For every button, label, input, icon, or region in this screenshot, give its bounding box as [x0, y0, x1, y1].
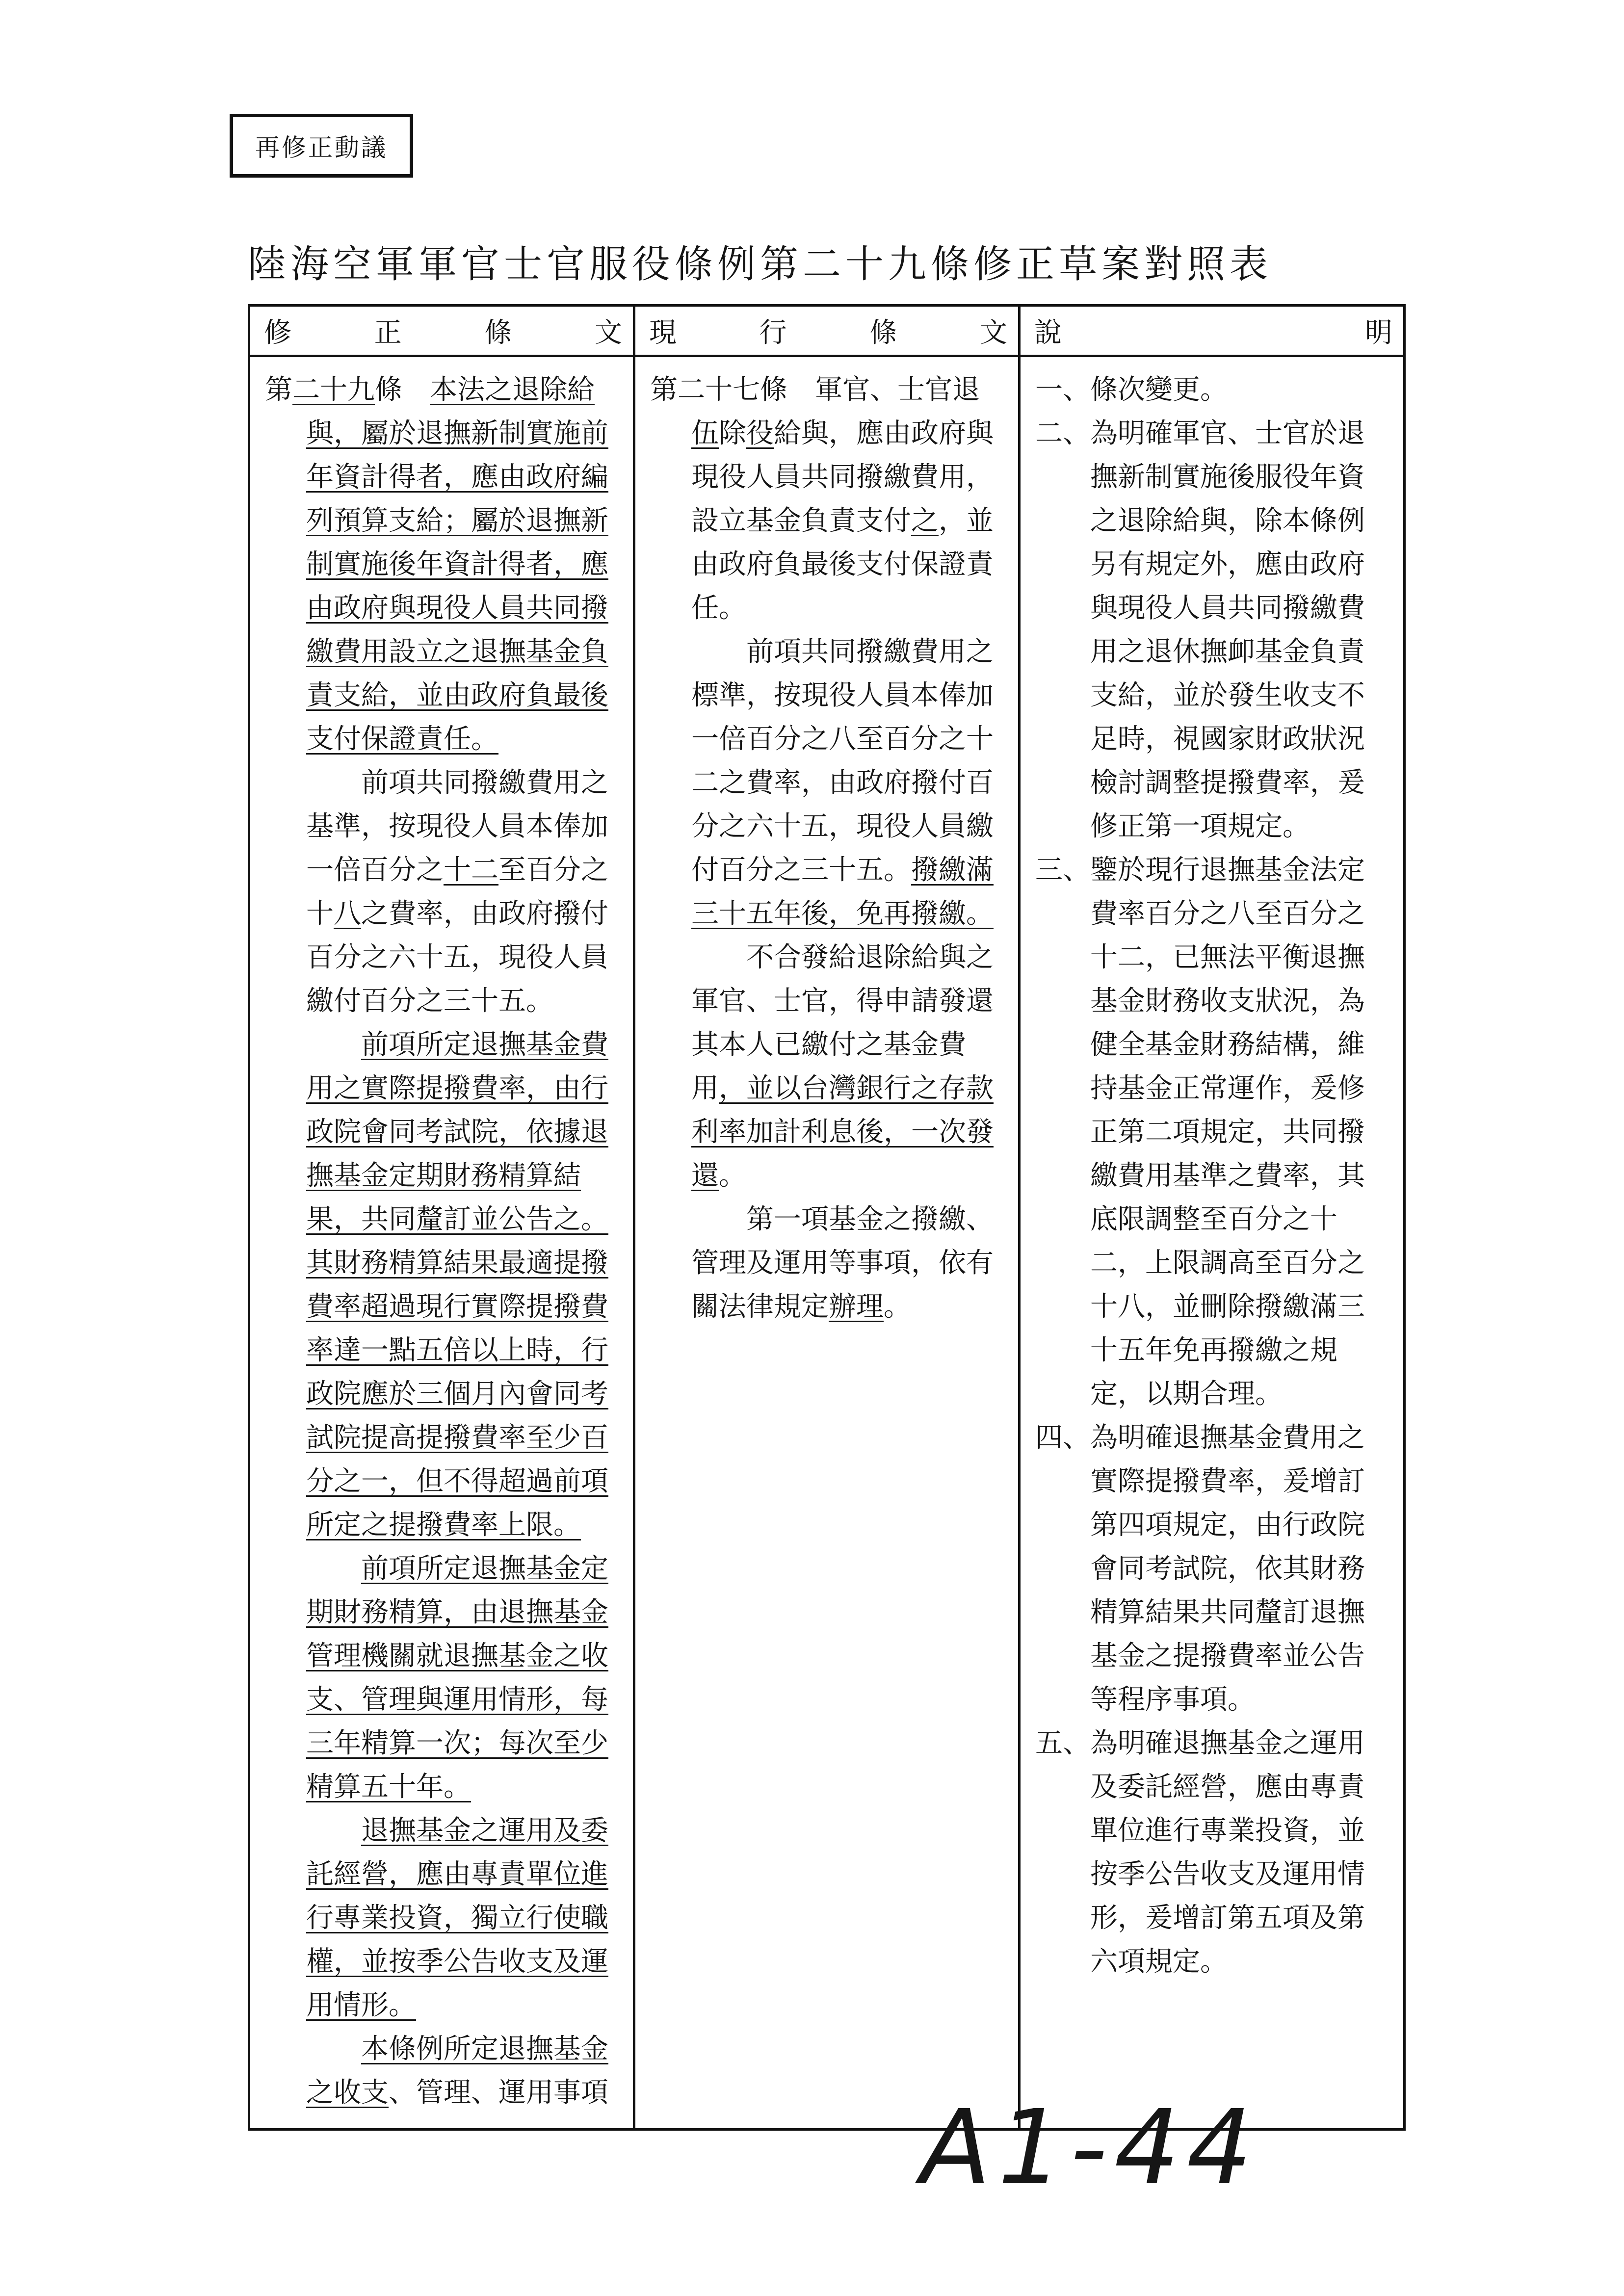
amended-paragraph-2: 前項共同撥繳費用之基準，按現役人員本俸加一倍百分之十二至百分之十八之費率，由政府撥付百分之六十五，現役人員繳付百分之三十五。 — [306, 767, 608, 1017]
table-body-row — [249, 356, 1405, 2130]
document-title: 陸海空軍軍官士官服役條例第二十九條修正草案對照表 — [248, 242, 1273, 287]
amended-paragraph-6: 本條例所定退撫基金之收支、管理、運用事項 — [306, 2033, 608, 2109]
comparison-table — [248, 304, 1406, 2131]
amended-paragraph-1: 第二十九條 本法之退除給與，屬於退撫新制實施前年資計得者，應由政府編列預算支給；屬於退撫新制實施後年資計得者，應由政府與現役人員共同撥繳費用設立之退撫基金負責支給，並由政府負最後支付保證責任。 — [265, 374, 608, 755]
explanation-item-4: 四、為明確退撫基金費用之實際提撥費率，爰增訂第四項規定，由行政院會同考試院，依其財務精算結果共同釐訂退撫基金之提撥費率並公告等程序事項。 — [1035, 1422, 1365, 1716]
column-header-explanation: 說 明 — [1020, 306, 1405, 356]
current-paragraph-3: 不合發給退除給與之軍官、士官，得申請發還其本人已繳付之基金費用，並以台灣銀行之存款利率加計利息後，一次發還。 — [691, 941, 994, 1192]
column-header-amended: 修 正 條 文 — [249, 306, 634, 356]
explanation-item-1: 一、條次變更。 — [1035, 374, 1228, 406]
motion-label: 再修正動議 — [255, 133, 388, 162]
amended-paragraph-5: 退撫基金之運用及委託經營，應由專責單位進行專業投資，獨立行使職權，並按季公告收支及運用情形。 — [306, 1815, 608, 2021]
explanation-item-5: 五、為明確退撫基金之運用及委託經營，應由專責單位進行專業投資，並按季公告收支及運用情形，爰增訂第五項及第六項規定。 — [1035, 1727, 1365, 1978]
motion-label-box — [230, 114, 413, 178]
current-text-cell — [634, 356, 1020, 2130]
amended-paragraph-3: 前項所定退撫基金費用之實際提撥費率，由行政院會同考試院，依據退撫基金定期財務精算結果，共同釐訂並公告之。其財務精算結果最適提撥費率超過現行實際提撥費率達一點五倍以上時，行政院應於三個月內會同考試院提高提撥費率至少百分之一，但不得超過前項所定之提撥費率上限。 — [306, 1029, 608, 1541]
explanation-item-2: 二、為明確軍官、士官於退撫新制實施後服役年資之退除給與，除本條例另有規定外，應由政府與現役人員共同撥繳費用之退休撫卹基金負責支給，並於發生收支不足時，視國家財政狀況檢討調整提撥費率，爰修正第一項規定。 — [1035, 417, 1365, 842]
handwritten-page-mark: A1-44 — [920, 2087, 1259, 2208]
current-paragraph-1: 第二十七條 軍官、士官退伍除役給與，應由政府與現役人員共同撥繳費用，設立基金負責支付之，並由政府負最後支付保證責任。 — [650, 374, 994, 624]
current-paragraph-4: 第一項基金之撥繳、管理及運用等事項，依有關法律規定辦理。 — [691, 1203, 994, 1323]
table-header-row — [249, 306, 1405, 356]
current-paragraph-2: 前項共同撥繳費用之標準，按現役人員本俸加一倍百分之八至百分之十二之費率，由政府撥付百分之六十五，現役人員繳付百分之三十五。撥繳滿三十五年後，免再撥繳。 — [691, 636, 994, 930]
column-header-current: 現 行 條 文 — [634, 306, 1020, 356]
amended-paragraph-4: 前項所定退撫基金定期財務精算，由退撫基金管理機關就退撫基金之收支、管理與運用情形，每三年精算一次；每次至少精算五十年。 — [306, 1553, 608, 1803]
explanation-item-3: 三、鑒於現行退撫基金法定費率百分之八至百分之十二，已無法平衡退撫基金財務收支狀況，為健全基金財務結構，維持基金正常運作，爰修正第二項規定，共同撥繳費用基準之費率，其底限調整至百分之十二，上限調高至百分之十八，並刪除撥繳滿三十五年免再撥繳之規定，以期合理。 — [1035, 854, 1365, 1410]
amended-text-cell — [249, 356, 634, 2130]
explanation-cell — [1020, 356, 1405, 2130]
